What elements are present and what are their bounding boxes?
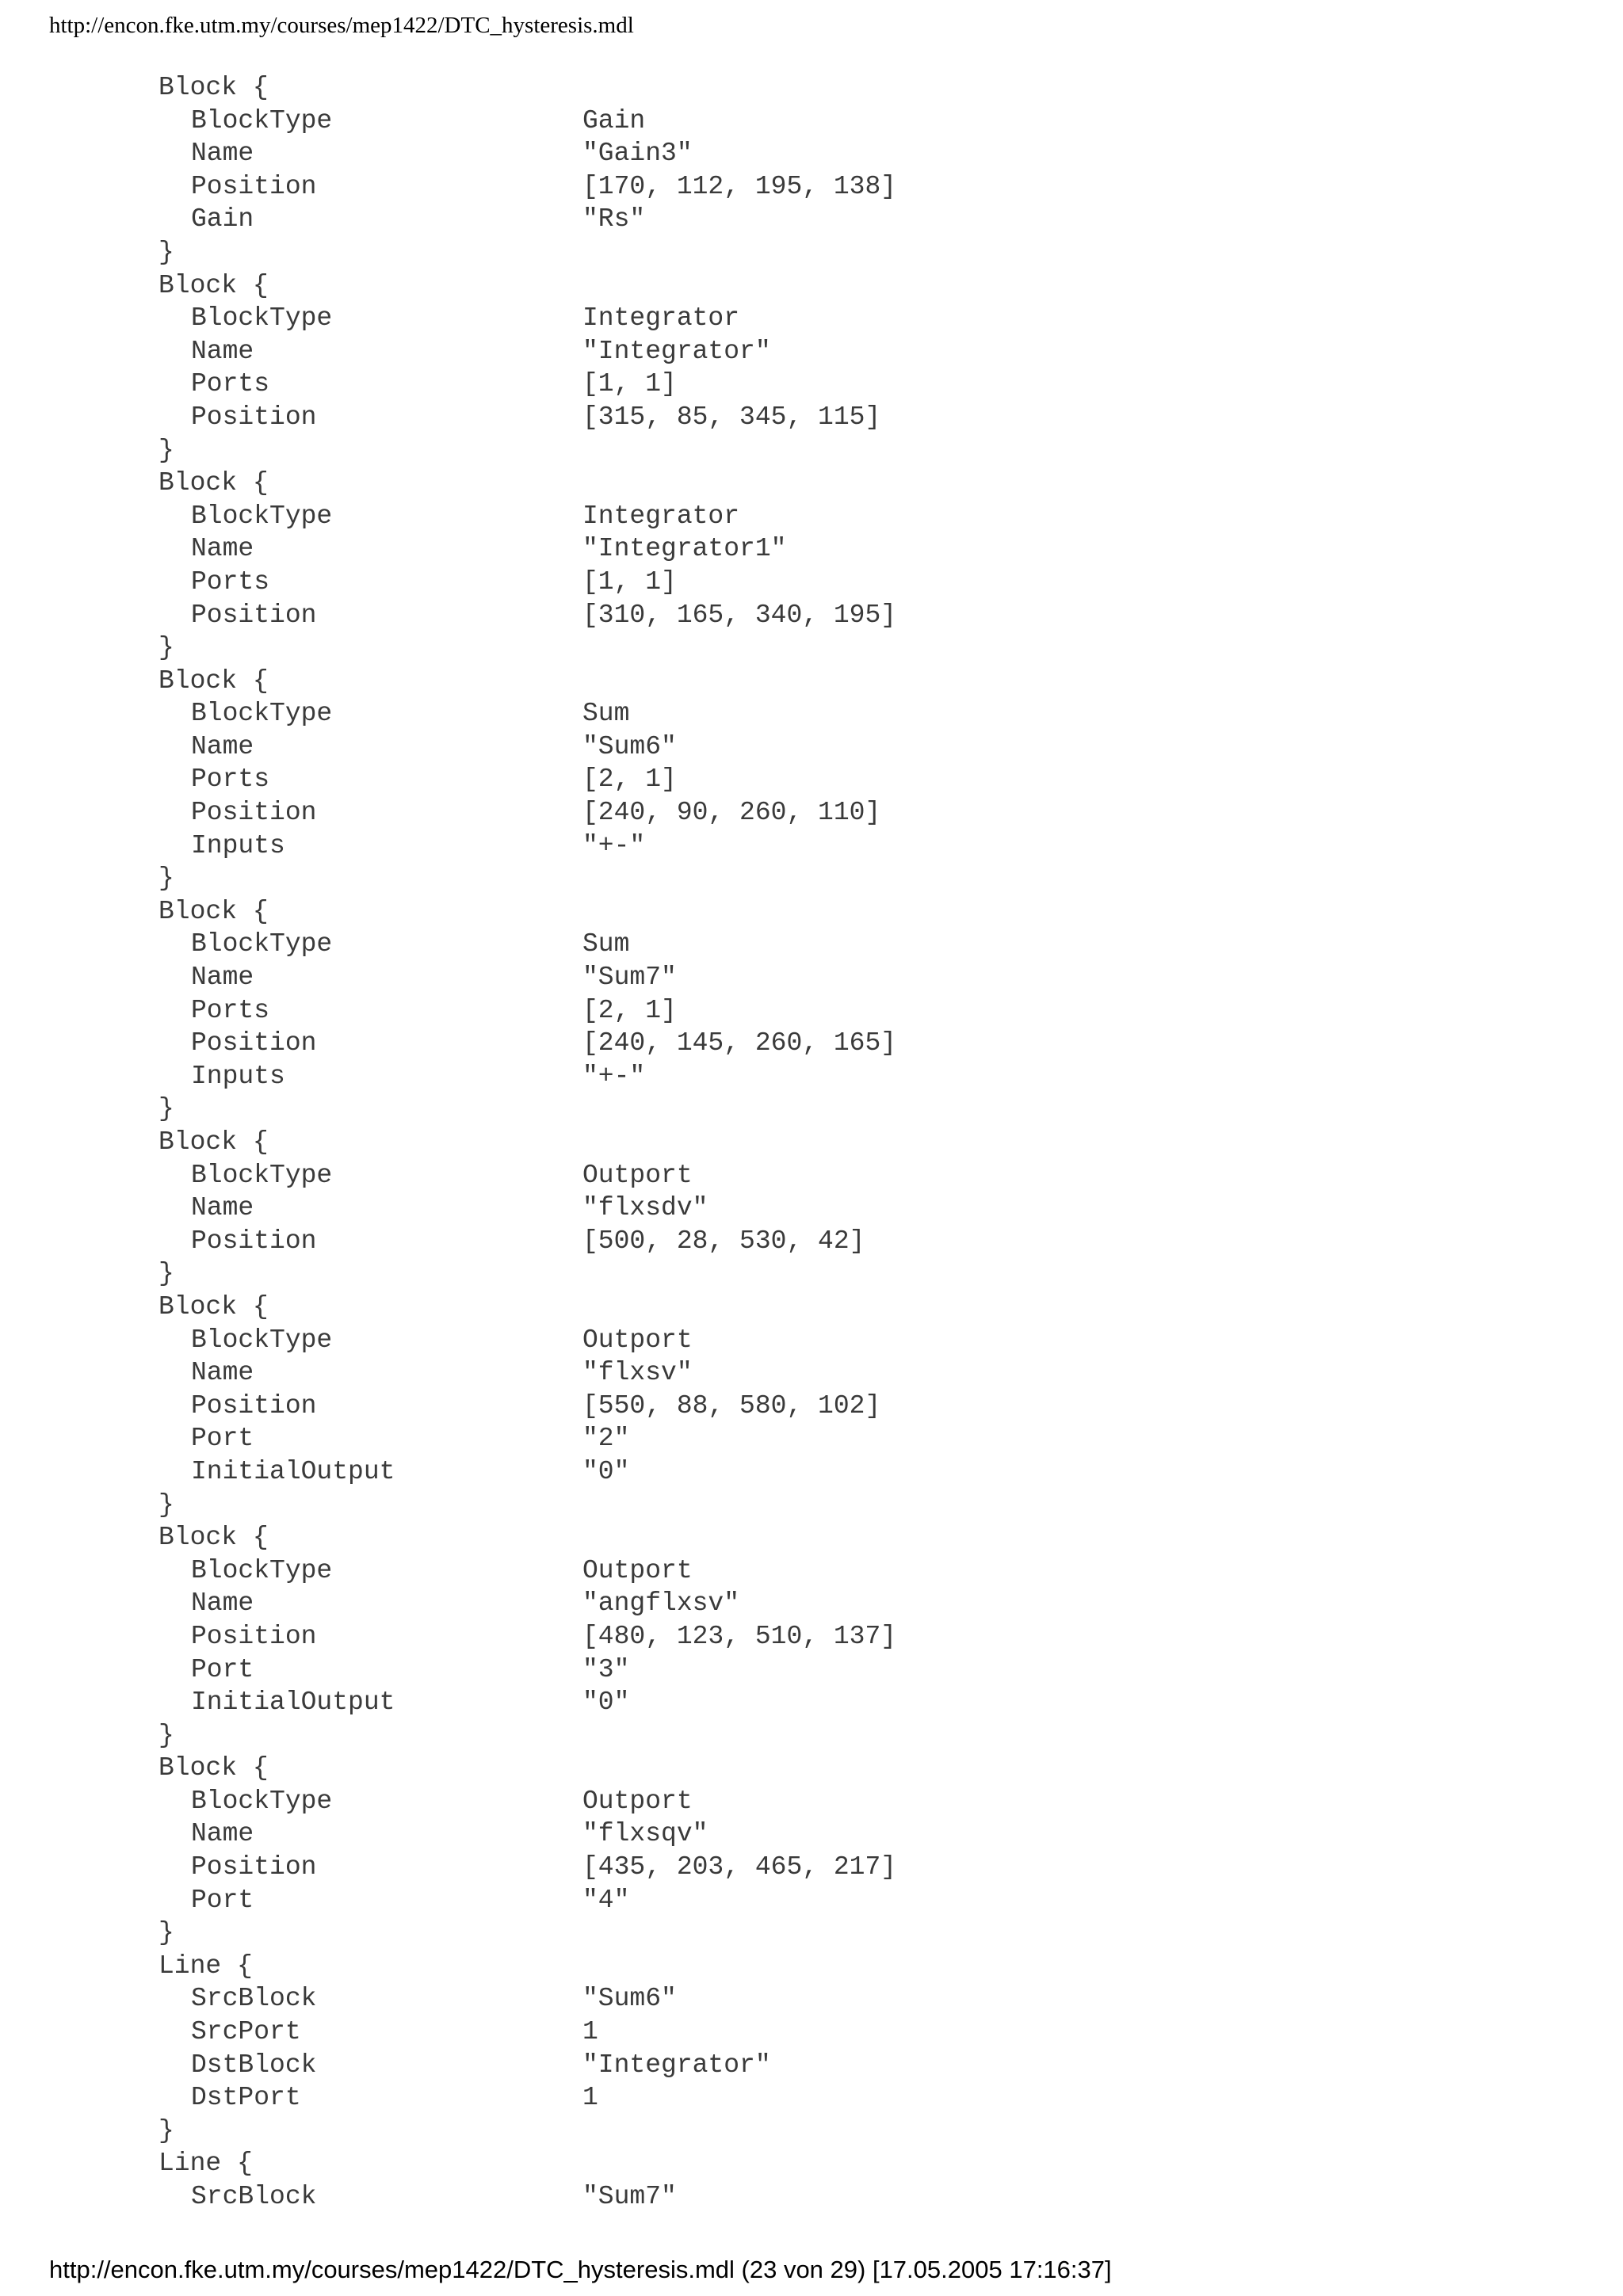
code-property-line (158, 2049, 1553, 2082)
property-key: BlockType (191, 699, 333, 729)
property-value: Outport (582, 1555, 693, 1585)
code-property-line (158, 1060, 1553, 1093)
property-key: Ports (191, 765, 270, 795)
code-property-line (158, 335, 1553, 368)
code-property-line (158, 1225, 1553, 1258)
property-value: [1, 1] (582, 566, 677, 597)
code-block-open: Block { (158, 666, 269, 696)
property-value: "Integrator" (582, 2050, 771, 2080)
property-value: "Integrator" (582, 336, 771, 366)
property-value: Integrator (582, 501, 740, 531)
code-property-line (158, 1324, 1553, 1357)
code-property-line (158, 1356, 1553, 1390)
property-value: "Sum6" (582, 731, 677, 761)
code-property-line (158, 1785, 1553, 1818)
property-key: Port (191, 1654, 254, 1684)
page-header-url: http://encon.fke.utm.my/courses/mep1422/DTC_hysteresis.mdl (49, 13, 634, 38)
code-property-line (158, 1653, 1553, 1687)
code-block-close: } (158, 1720, 174, 1750)
property-value: [170, 112, 195, 138] (582, 171, 897, 201)
code-property-line (158, 1422, 1553, 1455)
property-key: Ports (191, 995, 270, 1025)
code-block-open: Line { (158, 2149, 253, 2179)
property-key: Name (191, 1358, 254, 1388)
property-key: Name (191, 139, 254, 169)
property-key: BlockType (191, 929, 333, 959)
code-property-line (158, 830, 1553, 863)
property-value: "2" (582, 1424, 630, 1454)
page-footer: http://encon.fke.utm.my/courses/mep1422/DTC_hysteresis.mdl (23 von 29) [17.05.2005 17:16:37] (49, 2256, 1112, 2283)
code-block-open: Block { (158, 73, 269, 102)
property-value: [500, 28, 530, 42] (582, 1226, 865, 1256)
property-value: [315, 85, 345, 115] (582, 402, 881, 432)
property-value: "flxsv" (582, 1358, 693, 1388)
code-property-line (158, 994, 1553, 1028)
property-key: Port (191, 1885, 254, 1915)
property-key: SrcBlock (191, 2182, 317, 2211)
code-block-open: Block { (158, 468, 269, 498)
property-key: SrcBlock (191, 1984, 317, 2014)
property-key: Port (191, 1424, 254, 1454)
code-property-line (158, 500, 1553, 533)
property-value: [2, 1] (582, 765, 677, 795)
code-property-line (158, 170, 1553, 204)
code-property-line (158, 1982, 1553, 2016)
code-property-line (158, 599, 1553, 632)
property-value: Sum (582, 699, 630, 729)
property-value: Sum (582, 929, 630, 959)
property-key: Position (191, 1621, 317, 1651)
code-property-line (158, 928, 1553, 961)
code-property-line (158, 1884, 1553, 1917)
property-value: [310, 165, 340, 195] (582, 600, 897, 630)
property-value: 1 (582, 2017, 598, 2047)
property-value: "Sum7" (582, 2182, 677, 2211)
code-property-line (158, 1851, 1553, 1884)
property-value: [1, 1] (582, 369, 677, 399)
property-value: "Gain3" (582, 139, 693, 169)
property-key: Position (191, 1028, 317, 1058)
property-value: Gain (582, 105, 646, 135)
code-property-line (158, 796, 1553, 830)
property-key: BlockType (191, 1786, 333, 1816)
code-property-line (158, 203, 1553, 236)
code-property-line (158, 566, 1553, 599)
property-key: Position (191, 171, 317, 201)
code-block-open: Block { (158, 1523, 269, 1553)
property-key: DstPort (191, 2083, 301, 2113)
property-key: Name (191, 1589, 254, 1619)
property-value: "angflxsv" (582, 1589, 740, 1619)
property-key: Name (191, 963, 254, 993)
property-value: [435, 203, 465, 217] (582, 1852, 897, 1882)
property-key: Name (191, 1193, 254, 1223)
property-value: [240, 145, 260, 165] (582, 1028, 897, 1058)
property-key: BlockType (191, 1325, 333, 1355)
code-property-line (158, 302, 1553, 335)
property-value: [550, 88, 580, 102] (582, 1390, 881, 1421)
code-property-line (158, 2081, 1553, 2115)
property-key: BlockType (191, 1160, 333, 1190)
property-key: Name (191, 336, 254, 366)
code-property-line (158, 1587, 1553, 1620)
property-value: "flxsqv" (582, 1819, 708, 1849)
property-key: BlockType (191, 1555, 333, 1585)
code-property-line (158, 105, 1553, 138)
property-value: "4" (582, 1885, 630, 1915)
property-key: BlockType (191, 303, 333, 334)
code-block-close: } (158, 2115, 174, 2145)
property-key: DstBlock (191, 2050, 317, 2080)
code-property-line (158, 697, 1553, 730)
code-block-open: Block { (158, 1753, 269, 1783)
property-value: "+-" (582, 830, 646, 860)
code-block-open: Block { (158, 270, 269, 300)
code-property-line (158, 401, 1553, 434)
property-key: SrcPort (191, 2017, 301, 2047)
property-key: BlockType (191, 501, 333, 531)
property-value: Integrator (582, 303, 740, 334)
code-property-line (158, 1817, 1553, 1851)
property-key: Name (191, 1819, 254, 1849)
property-key: Inputs (191, 830, 285, 860)
code-block-close: } (158, 1918, 174, 1948)
property-value: "Sum6" (582, 1984, 677, 2014)
code-property-line (158, 1390, 1553, 1423)
code-block-open: Block { (158, 1291, 269, 1322)
code-property-line (158, 368, 1553, 401)
property-value: "0" (582, 1456, 630, 1486)
code-property-line (158, 763, 1553, 796)
code-property-line (158, 137, 1553, 170)
property-value: [480, 123, 510, 137] (582, 1621, 897, 1651)
property-key: Inputs (191, 1061, 285, 1091)
property-value: "flxsdv" (582, 1193, 708, 1223)
property-key: Position (191, 1852, 317, 1882)
code-property-line (158, 1686, 1553, 1719)
property-value: [2, 1] (582, 995, 677, 1025)
property-key: Position (191, 1226, 317, 1256)
code-block-open: Block { (158, 1127, 269, 1157)
property-value: "Sum7" (582, 963, 677, 993)
code-property-line (158, 532, 1553, 566)
property-key: Name (191, 731, 254, 761)
code-property-line (158, 1192, 1553, 1225)
code-property-line (158, 730, 1553, 764)
code-block-close: } (158, 1489, 174, 1520)
mdl-code-listing (158, 71, 1553, 2214)
property-key: InitialOutput (191, 1456, 395, 1486)
property-value: 1 (582, 2083, 598, 2113)
property-key: Position (191, 402, 317, 432)
property-value: "0" (582, 1688, 630, 1718)
code-property-line (158, 1027, 1553, 1060)
code-block-close: } (158, 633, 174, 663)
code-block-open: Line { (158, 1951, 253, 1981)
property-value: "Rs" (582, 204, 646, 235)
property-value: "Integrator1" (582, 534, 787, 564)
property-value: Outport (582, 1325, 693, 1355)
code-block-close: } (158, 435, 174, 465)
property-key: Position (191, 600, 317, 630)
property-key: Position (191, 1390, 317, 1421)
code-property-line (158, 1620, 1553, 1653)
code-block-close: } (158, 1259, 174, 1289)
code-property-line (158, 1455, 1553, 1489)
code-block-close: } (158, 1094, 174, 1124)
property-key: BlockType (191, 105, 333, 135)
property-value: "+-" (582, 1061, 646, 1091)
code-property-line (158, 2180, 1553, 2214)
property-value: [240, 90, 260, 110] (582, 798, 881, 828)
property-key: Ports (191, 369, 270, 399)
property-key: Position (191, 798, 317, 828)
code-property-line (158, 1554, 1553, 1588)
property-key: InitialOutput (191, 1688, 395, 1718)
code-property-line (158, 2016, 1553, 2049)
code-block-close: } (158, 864, 174, 894)
property-key: Ports (191, 566, 270, 597)
code-block-close: } (158, 237, 174, 267)
property-key: Name (191, 534, 254, 564)
property-value: Outport (582, 1786, 693, 1816)
code-property-line (158, 961, 1553, 994)
property-value: "3" (582, 1654, 630, 1684)
property-key: Gain (191, 204, 254, 235)
code-property-line (158, 1159, 1553, 1192)
code-block-open: Block { (158, 896, 269, 926)
property-value: Outport (582, 1160, 693, 1190)
